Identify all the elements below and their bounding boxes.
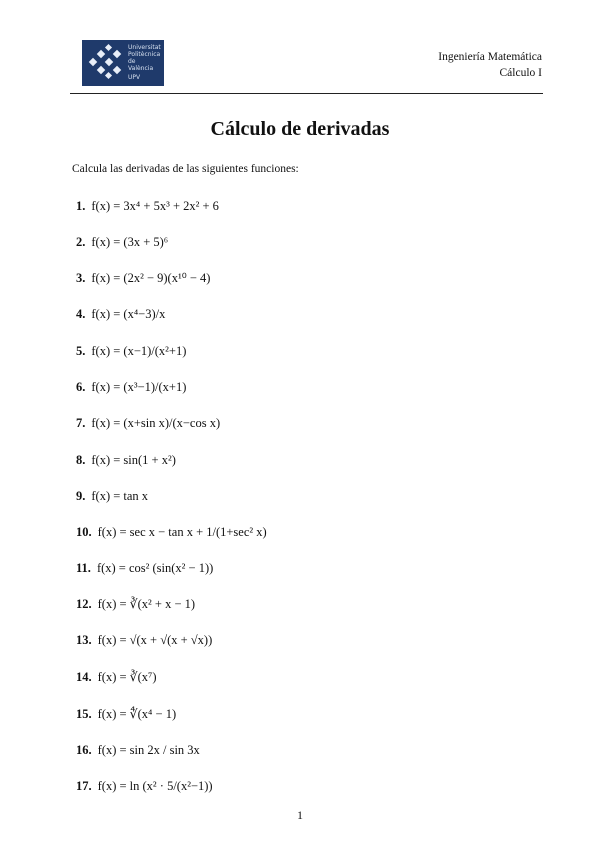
exercise-formula: f(x) = sin 2x / sin 3x bbox=[97, 742, 200, 757]
exercise-formula: f(x) = (x³−1)/(x+1) bbox=[91, 379, 187, 394]
exercise-number: 17. bbox=[76, 778, 92, 793]
page-header bbox=[82, 40, 542, 92]
university-logo bbox=[82, 40, 164, 86]
exercise-item bbox=[76, 630, 212, 650]
exercise-formula: f(x) = ∜(x⁴ − 1) bbox=[97, 707, 177, 721]
exercise-item bbox=[76, 776, 213, 796]
instructions-text: Calcula las derivadas de las siguientes funciones: bbox=[72, 163, 299, 175]
exercise-number: 13. bbox=[76, 632, 92, 647]
exercise-item bbox=[76, 594, 195, 614]
exercise-formula: f(x) = (3x + 5)⁶ bbox=[91, 234, 169, 249]
exercise-item bbox=[76, 486, 148, 506]
page-title: Cálculo de derivadas bbox=[210, 118, 390, 140]
exercise-number: 14. bbox=[76, 669, 92, 684]
exercise-formula: f(x) = ∛(x² + x − 1) bbox=[97, 597, 196, 611]
degree-name: Ingeniería Matemática bbox=[438, 51, 542, 63]
exercise-number: 9. bbox=[76, 488, 86, 503]
exercise-formula: f(x) = tan x bbox=[91, 488, 149, 503]
course-name: Cálculo I bbox=[499, 67, 542, 79]
exercise-number: 8. bbox=[76, 452, 86, 467]
logo-text: Universitat Politècnica de València bbox=[128, 44, 161, 72]
exercise-item bbox=[76, 304, 165, 324]
exercise-item bbox=[76, 232, 168, 252]
exercise-formula: f(x) = (x−1)/(x²+1) bbox=[91, 343, 187, 358]
exercise-item bbox=[76, 558, 213, 578]
exercise-number: 11. bbox=[76, 560, 91, 575]
exercise-formula: f(x) = ln (x² · 5/(x²−1)) bbox=[97, 778, 213, 793]
exercise-formula: f(x) = (x+sin x)/(x−cos x) bbox=[91, 415, 221, 430]
exercise-item bbox=[76, 704, 176, 724]
exercise-number: 16. bbox=[76, 742, 92, 757]
exercise-number: 12. bbox=[76, 596, 92, 611]
exercise-item bbox=[76, 667, 157, 687]
exercise-item bbox=[76, 413, 220, 433]
exercise-formula: f(x) = cos² (sin(x² − 1)) bbox=[96, 560, 214, 575]
logo-wordmark bbox=[128, 44, 162, 81]
exercise-number: 3. bbox=[76, 270, 86, 285]
exercise-formula: f(x) = 3x⁴ + 5x³ + 2x² + 6 bbox=[91, 198, 219, 213]
exercise-formula: f(x) = sec x − tan x + 1/(1+sec² x) bbox=[97, 524, 267, 539]
exercise-item bbox=[76, 450, 176, 470]
exercise-number: 6. bbox=[76, 379, 86, 394]
exercise-item bbox=[76, 341, 186, 361]
header-divider bbox=[70, 93, 543, 94]
logo-bottom-text: UPV bbox=[128, 74, 141, 81]
exercise-item bbox=[76, 268, 210, 288]
exercise-number: 10. bbox=[76, 524, 92, 539]
exercise-number: 15. bbox=[76, 706, 92, 721]
exercise-item bbox=[76, 196, 219, 216]
exercise-number: 1. bbox=[76, 198, 86, 213]
course-info bbox=[438, 49, 542, 81]
exercise-item bbox=[76, 522, 267, 542]
exercise-formula: f(x) = ∛(x⁷) bbox=[97, 670, 157, 684]
exercise-formula: f(x) = (x⁴−3)/x bbox=[91, 306, 166, 321]
exercise-number: 4. bbox=[76, 306, 86, 321]
exercise-number: 7. bbox=[76, 415, 86, 430]
exercise-formula: f(x) = sin(1 + x²) bbox=[91, 452, 176, 467]
exercise-formula: f(x) = √(x + √(x + √x)) bbox=[97, 632, 213, 647]
exercise-formula: f(x) = (2x² − 9)(x¹⁰ − 4) bbox=[91, 271, 211, 285]
exercise-number: 2. bbox=[76, 234, 86, 249]
page-number: 1 bbox=[297, 808, 303, 822]
exercise-number: 5. bbox=[76, 343, 86, 358]
logo-emblem-icon bbox=[86, 43, 126, 83]
exercise-item bbox=[76, 740, 200, 760]
exercise-item bbox=[76, 377, 186, 397]
